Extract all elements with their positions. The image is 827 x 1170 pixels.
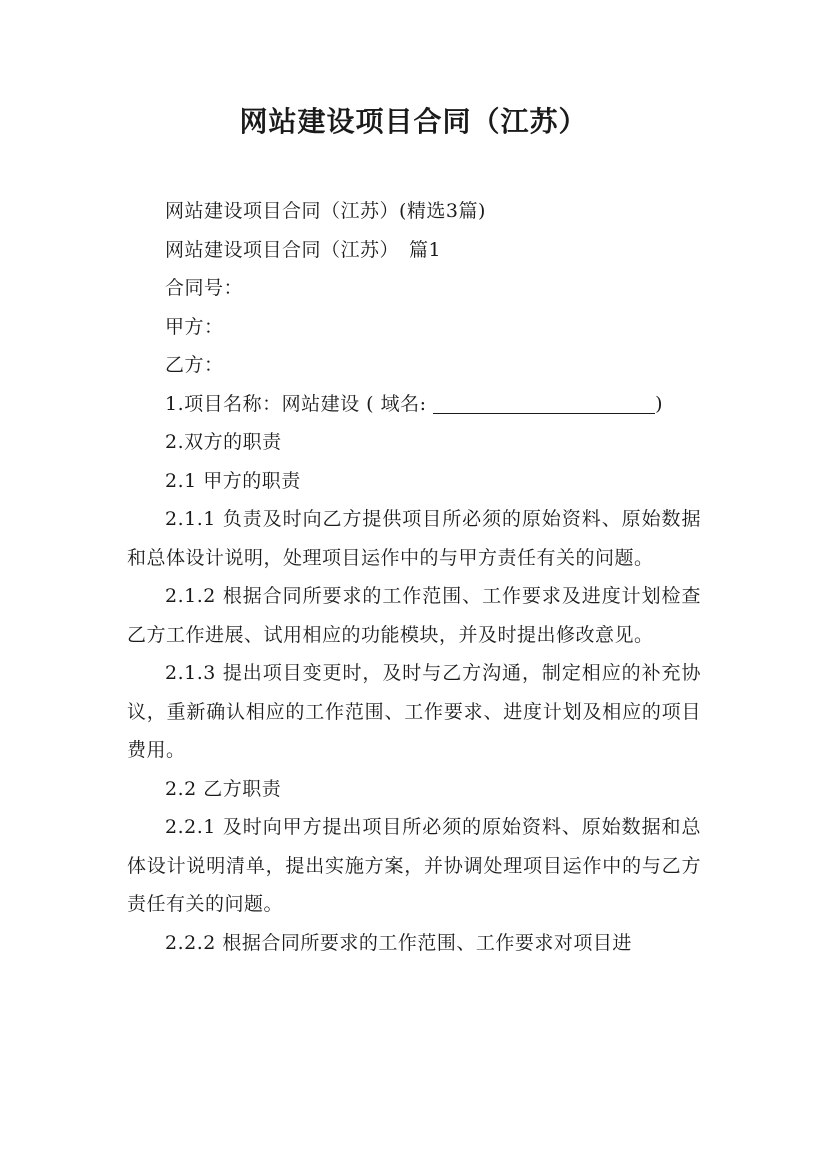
- contract-number-line: 合同号：: [165, 277, 244, 299]
- clause-2-1-1: 2.1.1 负责及时向乙方提供项目所必须的原始资料、原始数据和总体设计说明，处理项目运作中的与甲方责任有关的问题。: [127, 508, 701, 569]
- clause-2: 2.双方的职责: [165, 431, 282, 453]
- clause-2-2-1: 2.2.1 及时向甲方提出项目所必须的原始资料、原始数据和总体设计说明清单，提出实施方案，并协调处理项目运作中的与乙方责任有关的问题。: [127, 816, 701, 915]
- clause-2-2-2: 2.2.2 根据合同所要求的工作范围、工作要求对项目进: [165, 931, 632, 954]
- project-name-close: ): [655, 392, 663, 415]
- project-name-line: [127, 385, 701, 424]
- clause-2-2: 2.2 乙方职责: [165, 777, 282, 800]
- party-b-line: 乙方：: [165, 354, 224, 376]
- section-heading-part1: 网站建设项目合同（江苏） 篇1: [165, 238, 442, 261]
- document-body: [127, 192, 701, 962]
- clause-2-1-3: 2.1.3 提出项目变更时，及时与乙方沟通，制定相应的补充协议，重新确认相应的工作范围、工作要求、进度计划及相应的项目费用。: [127, 662, 701, 761]
- clause-2-1: 2.1 甲方的职责: [165, 469, 301, 492]
- document-title: 网站建设项目合同（江苏）: [239, 105, 588, 138]
- clause-2-1-2: 2.1.2 根据合同所要求的工作范围、工作要求及进度计划检查乙方工作进展、试用相应的功能模块，并及时提出修改意见。: [127, 585, 701, 646]
- doc-subtitle: 网站建设项目合同（江苏）(精选3篇): [165, 200, 486, 222]
- domain-blank-underline: [433, 391, 655, 414]
- project-name-label: 1.项目名称：网站建设 ( 域名:: [165, 392, 434, 415]
- party-a-line: 甲方：: [165, 315, 224, 338]
